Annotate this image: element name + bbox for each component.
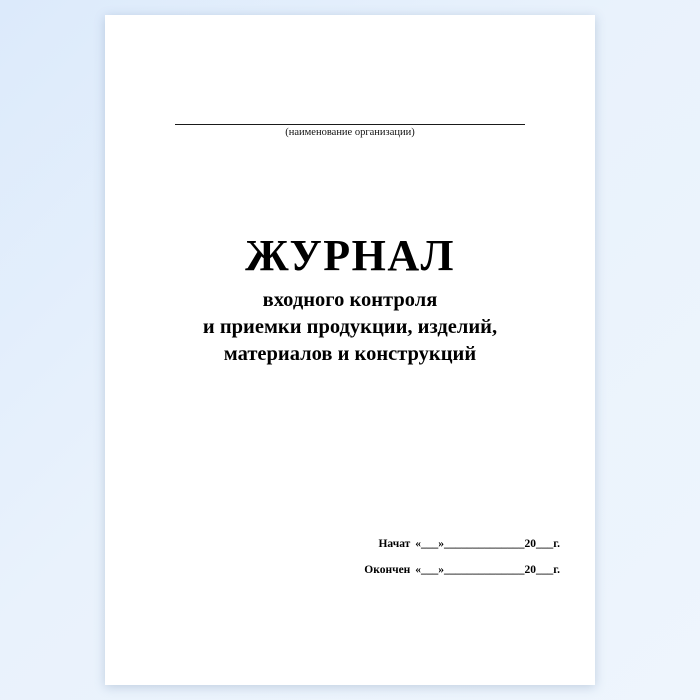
page-title: ЖУРНАЛ [245, 231, 455, 280]
subtitle-line-1: входного контроля [262, 289, 438, 312]
finish-date-row [260, 564, 560, 576]
organization-name-rule [175, 110, 525, 125]
organization-name-caption: (наименование организации) [285, 127, 415, 138]
document-title-block [135, 233, 565, 368]
subtitle-line-2: и приемки продукции, изделий, [202, 316, 498, 339]
start-date-row [260, 538, 560, 550]
document-page [105, 15, 595, 685]
date-fields-block [260, 538, 560, 590]
start-date-label: Начат [378, 538, 411, 550]
start-date-value: «___»______________20___г. [415, 538, 560, 550]
subtitle-line-3: материалов и конструкций [223, 343, 477, 366]
organization-name-field [175, 110, 525, 138]
finish-date-label: Окончен [364, 564, 411, 576]
finish-date-value: «___»______________20___г. [415, 564, 560, 576]
